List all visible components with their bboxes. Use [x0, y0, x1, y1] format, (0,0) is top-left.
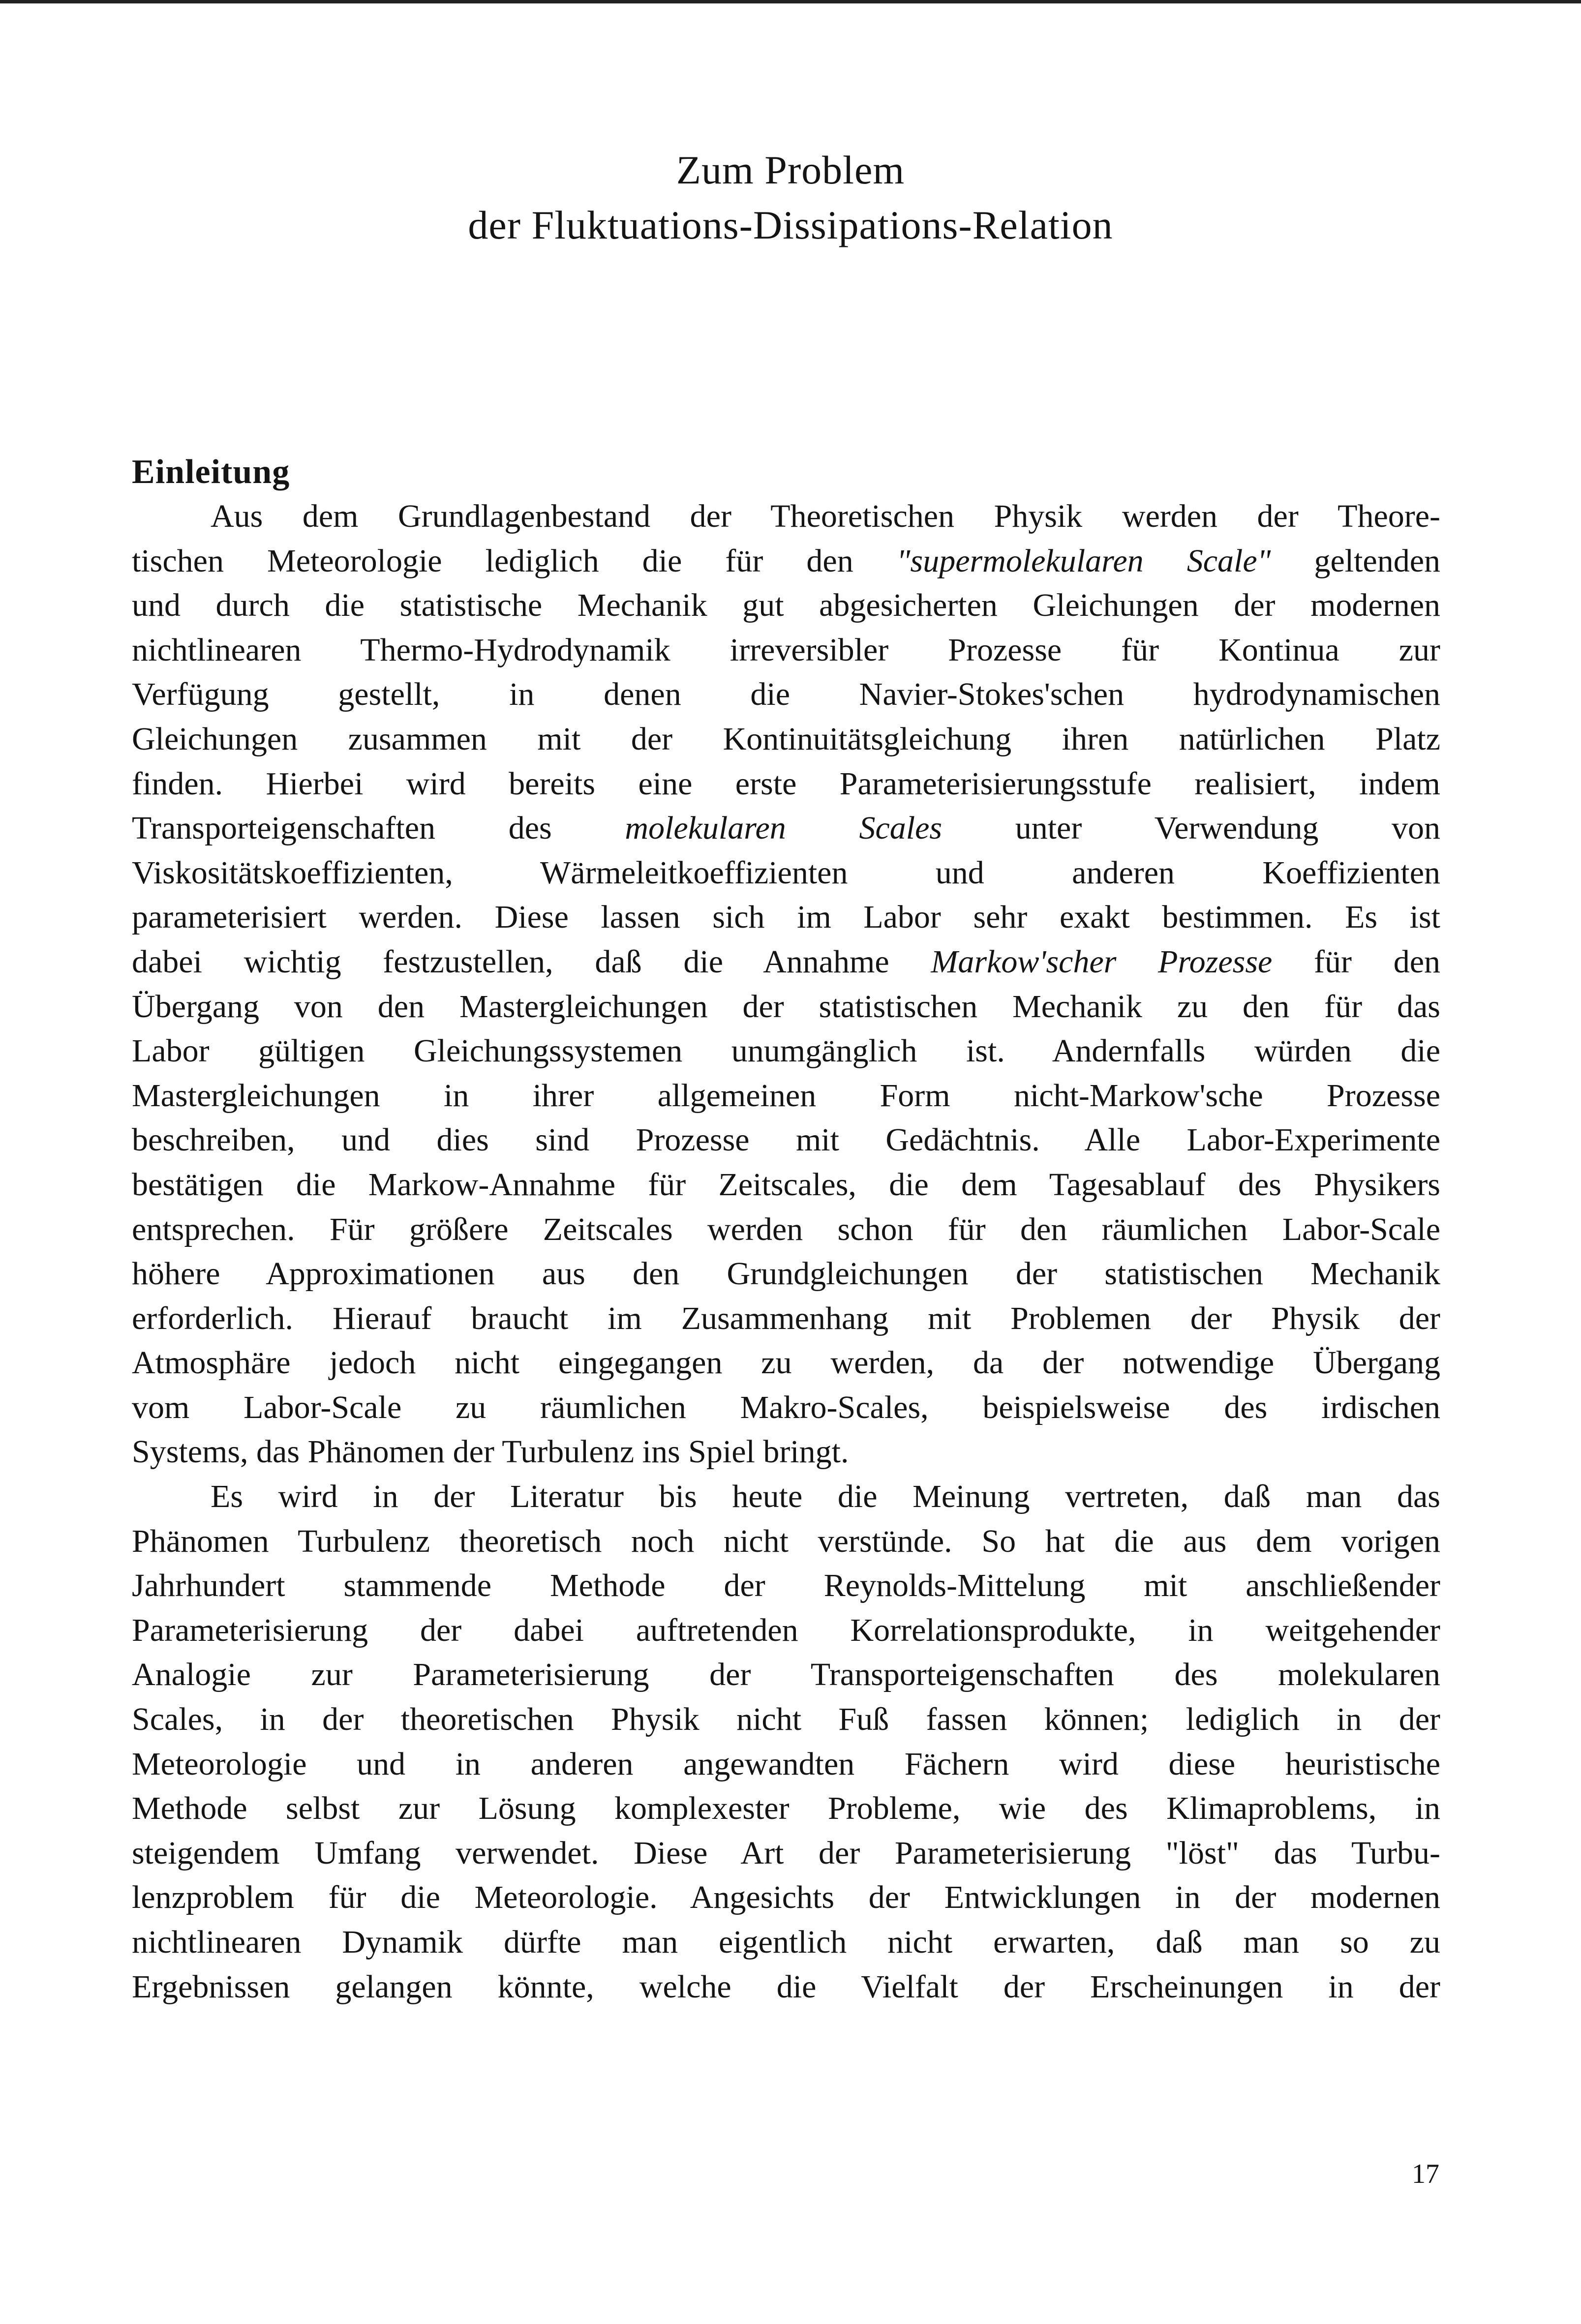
- text-line: [132, 1386, 1440, 1430]
- italic-term: "supermolekularen Scale": [896, 543, 1271, 579]
- article-title: [0, 143, 1581, 253]
- text-run: Gleichungen zusammen mit der Kontinuitätsgleichung ihren natürlichen Platz: [132, 721, 1440, 757]
- text-run: Mastergleichungen in ihrer allgemeinen Form nicht-Markow'sche Prozesse: [132, 1077, 1440, 1114]
- text-run: beschreiben, und dies sind Prozesse mit Gedächtnis. Alle Labor-Experimente: [132, 1122, 1440, 1158]
- text-run: tischen Meteorologie lediglich die für den: [132, 543, 897, 579]
- text-line: Ergebnissen gelangen könnte, welche die Vielfalt der Erscheinungen in der: [132, 1968, 1440, 2005]
- text-line: Parameterisierung der dabei auftretenden Korrelationsprodukte, in weitgehender: [132, 1612, 1440, 1648]
- text-line: Methode selbst zur Lösung komplexester Probleme, wie des Klimaproblems, in: [132, 1790, 1440, 1827]
- text-line: lenzproblem für die Meteorologie. Angesichts der Entwicklungen in der modernen: [132, 1879, 1440, 1916]
- italic-term: Markow'scher Prozesse: [931, 943, 1273, 980]
- top-border-rule: [0, 0, 1581, 3]
- text-run: unter Verwendung von: [942, 810, 1440, 846]
- text-line: [132, 1163, 1440, 1207]
- section-heading: Einleitung: [132, 453, 290, 491]
- text-run: und durch die statistische Mechanik gut abgesicherten Gleichungen der modernen: [132, 587, 1440, 624]
- text-line: [132, 1341, 1440, 1386]
- text-line: [132, 1074, 1440, 1118]
- text-line: [132, 806, 1440, 851]
- text-run: Systems, das Phänomen der Turbulenz ins Spiel bringt.: [132, 1434, 849, 1470]
- text-line: [132, 762, 1440, 807]
- text-run: nichtlinearen Thermo-Hydrodynamik irreversibler Prozesse für Kontinua zur: [132, 632, 1440, 668]
- text-line: Phänomen Turbulenz theoretisch noch nicht verstünde. So hat die aus dem vorigen: [132, 1523, 1440, 1559]
- text-run: Viskositätskoeffizienten, Wärmeleitkoeffizienten und anderen Koeffizienten: [132, 854, 1440, 891]
- text-line: [132, 1252, 1440, 1297]
- paragraph-1: [132, 494, 1440, 1475]
- title-line-1: Zum Problem: [676, 148, 905, 192]
- text-line: [132, 494, 1440, 539]
- text-run: Verfügung gestellt, in denen die Navier-Stokes'schen hydrodynamischen: [132, 676, 1440, 713]
- text-run: parameterisiert werden. Diese lassen sich im Labor sehr exakt bestimmen. Es ist: [132, 899, 1440, 936]
- text-line: [132, 1297, 1440, 1341]
- text-line: [132, 1029, 1440, 1074]
- italic-term: molekularen Scales: [625, 810, 943, 846]
- text-line: [132, 672, 1440, 717]
- title-line-2: der Fluktuations-Dissipations-Relation: [468, 203, 1113, 247]
- text-line: [132, 583, 1440, 628]
- text-line: [132, 851, 1440, 896]
- text-run: dabei wichtig festzustellen, daß die Annahme: [132, 943, 931, 980]
- text-line: steigendem Umfang verwendet. Diese Art der Parameterisierung "löst" das Turbu-: [132, 1835, 1440, 1871]
- text-line: [132, 985, 1440, 1029]
- text-line: [132, 940, 1440, 985]
- text-line: nichtlinearen Dynamik dürfte man eigentlich nicht erwarten, daß man so zu: [132, 1924, 1440, 1960]
- text-run: entsprechen. Für größere Zeitscales werden schon für den räumlichen Labor-Scale: [132, 1211, 1440, 1247]
- article-body: [132, 450, 1440, 2009]
- text-line: [132, 1207, 1440, 1252]
- text-line: [132, 895, 1440, 940]
- text-run: Transporteigenschaften des: [132, 810, 625, 846]
- text-run: geltenden: [1271, 543, 1440, 579]
- text-line: Analogie zur Parameterisierung der Transporteigenschaften des molekularen: [132, 1657, 1440, 1693]
- text-run: Labor gültigen Gleichungssystemen unumgänglich ist. Andernfalls würden die: [132, 1033, 1440, 1069]
- text-line: [132, 539, 1440, 584]
- text-run: erforderlich. Hierauf braucht im Zusammenhang mit Problemen der Physik der: [132, 1300, 1440, 1336]
- paragraph-2: [132, 1475, 1440, 2009]
- text-run: Übergang von den Mastergleichungen der statistischen Mechanik zu den für das: [132, 988, 1440, 1025]
- text-run: Atmosphäre jedoch nicht eingegangen zu werden, da der notwendige Übergang: [132, 1345, 1440, 1381]
- text-line: [132, 628, 1440, 673]
- text-run: höhere Approximationen aus den Grundgleichungen der statistischen Mechanik: [132, 1256, 1440, 1292]
- text-run: vom Labor-Scale zu räumlichen Makro-Scales, beispielsweise des irdischen: [132, 1389, 1440, 1425]
- text-line: [132, 1118, 1440, 1163]
- text-run: bestätigen die Markow-Annahme für Zeitscales, die dem Tagesablauf des Physikers: [132, 1166, 1440, 1203]
- text-line: Scales, in der theoretischen Physik nicht Fuß fassen können; lediglich in der: [132, 1701, 1440, 1738]
- text-line: [132, 1430, 1440, 1475]
- page-number: 17: [1412, 2159, 1439, 2189]
- text-run: für den: [1272, 943, 1440, 980]
- text-line: Meteorologie und in anderen angewandten Fächern wird diese heuristische: [132, 1746, 1440, 1782]
- text-line: Es wird in der Literatur bis heute die Meinung vertreten, daß man das: [211, 1479, 1440, 1515]
- text-run: finden. Hierbei wird bereits eine erste Parameterisierungsstufe realisiert, indem: [132, 765, 1440, 802]
- text-line: Jahrhundert stammende Methode der Reynolds-Mittelung mit anschließender: [132, 1568, 1440, 1604]
- text-line: [132, 717, 1440, 762]
- text-run: Aus dem Grundlagenbestand der Theoretischen Physik werden der Theore-: [211, 498, 1440, 534]
